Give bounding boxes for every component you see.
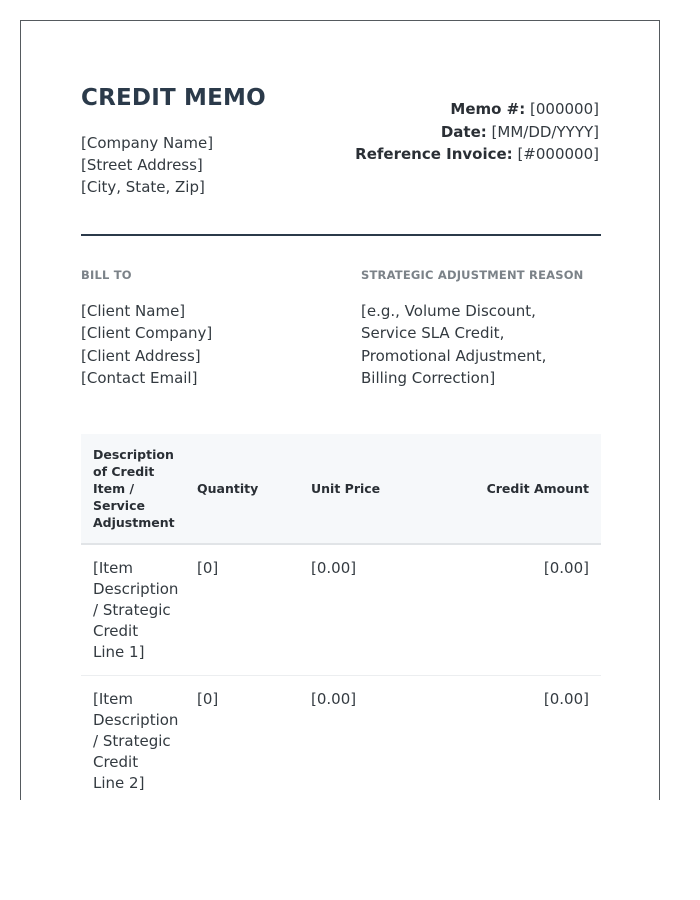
header-quantity: Quantity <box>185 434 299 544</box>
memo-date-line <box>355 121 599 144</box>
table-header-row <box>81 434 601 544</box>
memo-number-value: [000000] <box>530 100 599 118</box>
row-unit-price: [0.00] <box>299 544 413 676</box>
company-city-state-zip: [City, State, Zip] <box>81 178 205 196</box>
memo-date-value: [MM/DD/YYYY] <box>491 122 599 141</box>
company-street: [Street Address] <box>81 156 203 174</box>
row-quantity: [0] <box>185 676 299 801</box>
credit-items-table <box>81 434 601 800</box>
document-title: CREDIT MEMO <box>81 85 266 111</box>
row-description: [Item Description / Strategic Credit Line 1] <box>81 544 185 676</box>
row-quantity: [0] <box>185 544 299 676</box>
adjustment-reason-label: STRATEGIC ADJUSTMENT REASON <box>361 268 584 282</box>
adjustment-reason-text: [e.g., Volume Discount, Service SLA Credit, Promotional Adjustment, Billing Correction] <box>361 302 547 387</box>
company-name: [Company Name] <box>81 134 214 152</box>
header-unit-price: Unit Price <box>299 434 413 544</box>
table-row <box>81 544 601 676</box>
company-address-block <box>81 132 213 198</box>
client-address: [Client Address] <box>81 346 201 365</box>
header-divider <box>81 234 601 236</box>
reference-invoice-line <box>355 143 599 166</box>
row-unit-price: [0.00] <box>299 676 413 801</box>
memo-date-label: Date: <box>440 122 487 141</box>
contact-email: [Contact Email] <box>81 368 198 387</box>
credit-memo-page <box>20 20 660 800</box>
header-description: Description of Credit Item / Service Adjustment <box>81 434 185 544</box>
client-name: [Client Name] <box>81 302 186 320</box>
table-row <box>81 676 601 801</box>
row-credit-amount: [0.00] <box>413 544 601 676</box>
header-credit-amount: Credit Amount <box>413 434 601 544</box>
bill-to-label: BILL TO <box>81 268 132 282</box>
client-company: [Client Company] <box>81 324 213 343</box>
row-credit-amount: [0.00] <box>413 676 601 801</box>
reference-invoice-value: [#000000] <box>517 145 599 163</box>
bill-to-block <box>81 300 311 389</box>
memo-meta-block <box>355 98 599 166</box>
memo-number-line <box>355 98 599 121</box>
memo-number-label: Memo #: <box>450 100 526 118</box>
row-description: [Item Description / Strategic Credit Line 2] <box>81 676 185 801</box>
reference-invoice-label: Reference Invoice: <box>355 145 513 163</box>
